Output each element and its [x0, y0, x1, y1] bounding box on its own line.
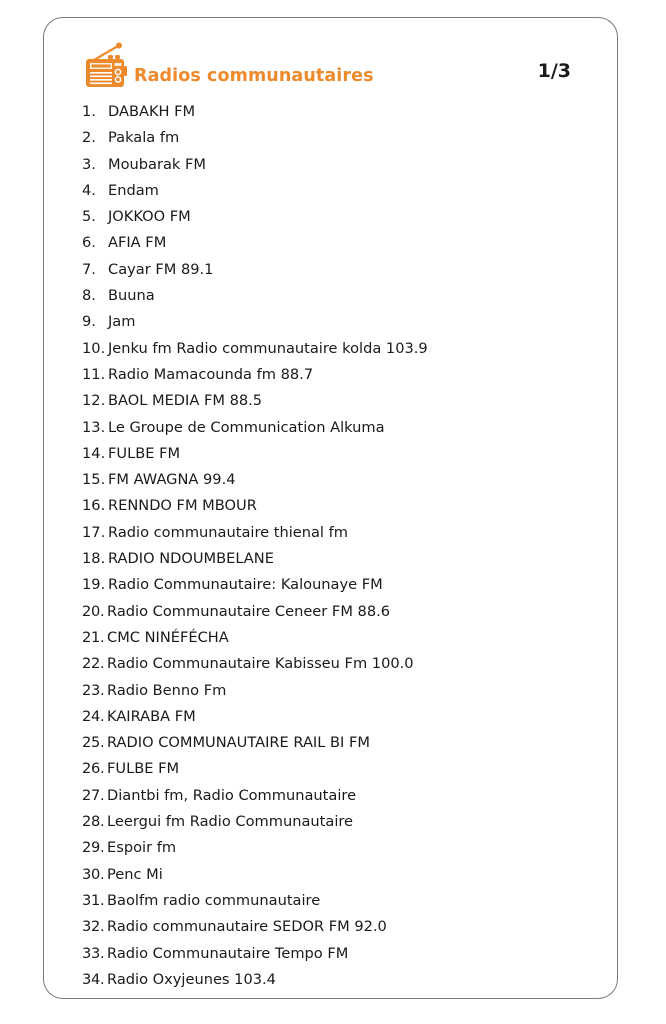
station-name: Cayar FM 89.1: [108, 260, 214, 278]
list-item: [82, 283, 428, 309]
station-name: KAIRABA FM: [107, 707, 196, 725]
station-name: RENNDO FM MBOUR: [108, 497, 257, 515]
page-counter: 1/3: [537, 60, 571, 82]
card-header: [82, 36, 374, 90]
station-number: 22.: [82, 655, 105, 673]
station-number: 3.: [82, 155, 96, 173]
station-number: 2.: [82, 129, 96, 147]
list-item: [82, 230, 428, 256]
station-name: Radio Communautaire Ceneer FM 88.6: [107, 602, 391, 620]
station-number: 7.: [82, 260, 96, 278]
list-item: [82, 599, 428, 625]
list-item: [82, 125, 428, 151]
list-item: [82, 204, 428, 230]
station-number: 5.: [82, 208, 96, 226]
list-item: [82, 809, 428, 835]
station-number: 12.: [82, 392, 106, 410]
list-item: [82, 967, 428, 993]
station-name: Jam: [108, 313, 136, 331]
list-item: [82, 546, 428, 572]
page-title: Radios communautaires: [134, 66, 374, 86]
station-name: Diantbi fm, Radio Communautaire: [107, 786, 357, 804]
station-name: Radio Communautaire Tempo FM: [107, 944, 349, 962]
station-number: 11.: [82, 365, 106, 383]
station-name: AFIA FM: [108, 234, 167, 252]
list-item: [82, 441, 428, 467]
list-item: [82, 520, 428, 546]
station-name: Penc Mi: [107, 865, 163, 883]
list-item: [82, 152, 428, 178]
list-item: [82, 336, 428, 362]
list-item: [82, 415, 428, 441]
station-name: Radio Communautaire Kabisseu Fm 100.0: [107, 655, 414, 673]
station-name: Moubarak FM: [108, 155, 206, 173]
station-number: 13.: [82, 418, 106, 436]
station-number: 14.: [82, 444, 106, 462]
list-item: [82, 862, 428, 888]
list-item: [82, 835, 428, 861]
station-number: 17.: [82, 523, 106, 541]
list-item: [82, 730, 428, 756]
list-item: [82, 651, 428, 677]
station-name: Buuna: [108, 287, 155, 305]
list-item: [82, 362, 428, 388]
station-number: 20.: [82, 602, 105, 620]
list-item: [82, 678, 428, 704]
list-item: [82, 625, 428, 651]
list-item: [82, 493, 428, 519]
station-name: Jenku fm Radio communautaire kolda 103.9: [108, 339, 428, 357]
station-name: Endam: [108, 181, 159, 199]
list-item: [82, 888, 428, 914]
station-number: 8.: [82, 287, 96, 305]
station-number: 34.: [82, 970, 105, 988]
station-name: JOKKOO FM: [108, 208, 191, 226]
station-name: Radio communautaire thienal fm: [108, 523, 348, 541]
station-name: Pakala fm: [108, 129, 180, 147]
station-name: Le Groupe de Communication Alkuma: [108, 418, 385, 436]
station-name: RADIO NDOUMBELANE: [108, 550, 274, 568]
list-item: [82, 467, 428, 493]
station-number: 16.: [82, 497, 106, 515]
list-item: [82, 178, 428, 204]
station-number: 33.: [82, 944, 105, 962]
station-name: Radio communautaire SEDOR FM 92.0: [107, 918, 387, 936]
list-item: [82, 309, 428, 335]
station-name: Leergui fm Radio Communautaire: [107, 813, 354, 831]
station-number: 30.: [82, 865, 105, 883]
station-number: 15.: [82, 471, 106, 489]
station-name: Radio Benno Fm: [107, 681, 227, 699]
station-number: 26.: [82, 760, 105, 778]
list-item: [82, 783, 428, 809]
station-name: FULBE FM: [107, 760, 180, 778]
station-number: 27.: [82, 786, 105, 804]
station-number: 28.: [82, 813, 105, 831]
list-item: [82, 572, 428, 598]
station-name: FM AWAGNA 99.4: [108, 471, 236, 489]
station-number: 32.: [82, 918, 105, 936]
station-number: 19.: [82, 576, 106, 594]
station-name: Radio Mamacounda fm 88.7: [108, 365, 314, 383]
list-item: [82, 704, 428, 730]
station-name: Radio Communautaire: Kalounaye FM: [108, 576, 383, 594]
list-item: [82, 257, 428, 283]
radio-icon: [82, 40, 130, 90]
station-name: FULBE FM: [108, 444, 181, 462]
station-name: Radio Oxyjeunes 103.4: [107, 970, 276, 988]
station-name: Baolfm radio communautaire: [107, 891, 321, 909]
station-number: 29.: [82, 839, 105, 857]
list-item: [82, 388, 428, 414]
station-number: 9.: [82, 313, 96, 331]
station-number: 23.: [82, 681, 105, 699]
station-number: 24.: [82, 707, 105, 725]
station-number: 18.: [82, 550, 106, 568]
station-number: 1.: [82, 103, 96, 120]
station-number: 21.: [82, 628, 105, 646]
station-number: 6.: [82, 234, 96, 252]
list-item: [82, 99, 428, 125]
station-number: 25.: [82, 734, 105, 752]
station-name: DABAKH FM: [108, 103, 196, 120]
list-item: [82, 941, 428, 967]
station-number: 31.: [82, 891, 105, 909]
station-number: 10.: [82, 339, 106, 357]
station-list: [82, 99, 428, 993]
station-name: Espoir fm: [107, 839, 177, 857]
station-name: RADIO COMMUNAUTAIRE RAIL BI FM: [107, 734, 370, 752]
station-name: BAOL MEDIA FM 88.5: [108, 392, 263, 410]
list-item: [82, 756, 428, 782]
station-number: 4.: [82, 181, 96, 199]
list-item: [82, 914, 428, 940]
station-name: CMC NINÉFÉCHA: [107, 628, 229, 646]
radio-list-card: [43, 17, 618, 999]
